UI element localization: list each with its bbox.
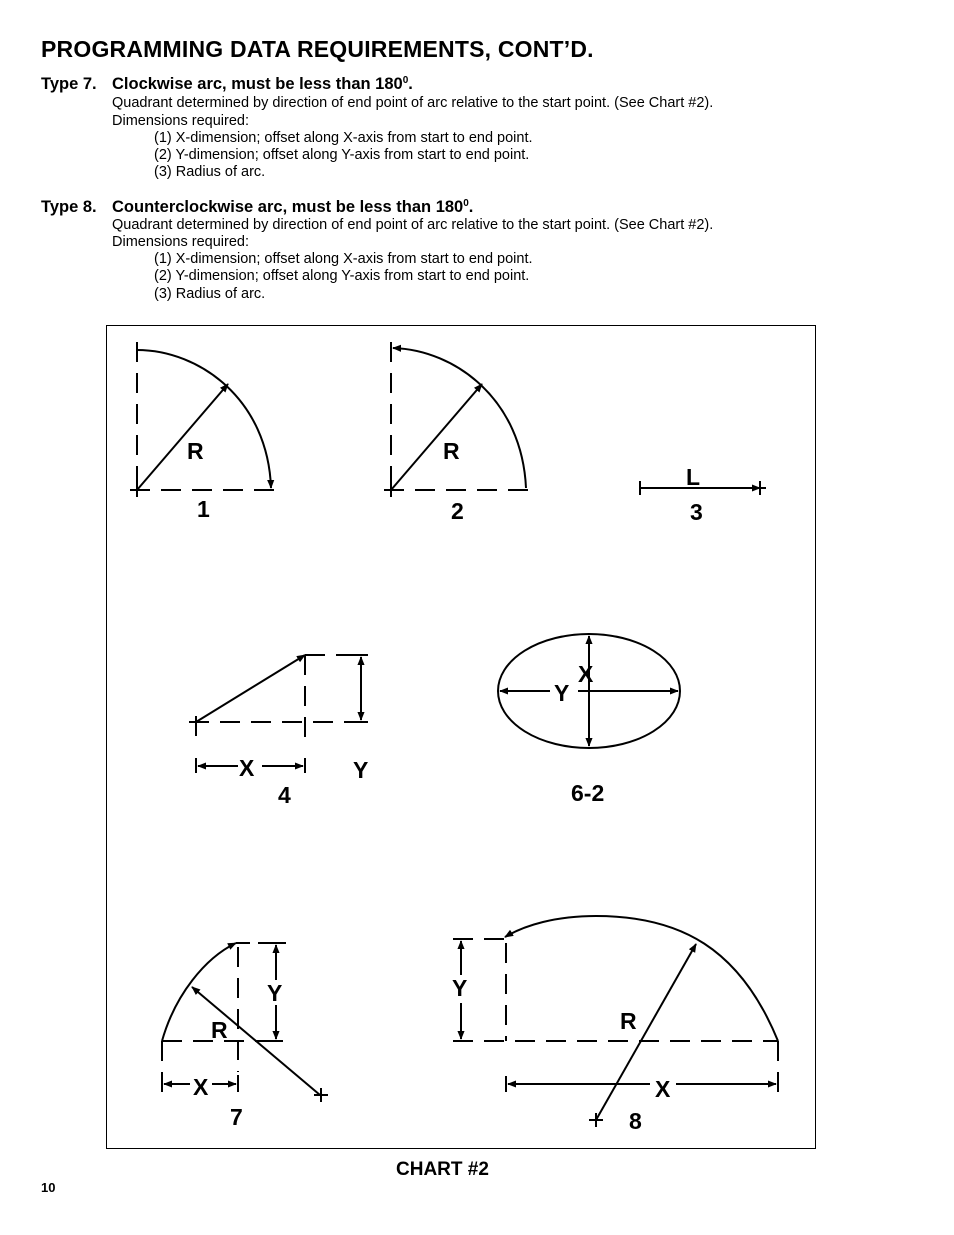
- diagram-8-r-label: R: [620, 1008, 637, 1034]
- diagram-6-2: [498, 634, 680, 748]
- diagram-2-r-label: R: [443, 438, 460, 464]
- diagram-8: [453, 916, 778, 1127]
- type-7-item: (2) Y-dimension; offset along Y-axis from start to end point.: [154, 147, 530, 163]
- diagram-8-number: 8: [629, 1108, 642, 1134]
- type-8-label: Type 8.: [41, 198, 97, 216]
- type-7-item: (3) Radius of arc.: [154, 164, 266, 180]
- type-8-period: .: [468, 198, 474, 216]
- page-title: PROGRAMMING DATA REQUIREMENTS, CONT’D.: [41, 36, 594, 62]
- chart-caption: CHART #2: [396, 1159, 489, 1180]
- diagram-6-2-number: 6-2: [571, 780, 605, 806]
- diagram-4: [189, 655, 370, 773]
- type-7-label: Type 7.: [41, 75, 97, 93]
- diagram-8-x-label: X: [655, 1076, 671, 1102]
- diagram-6-2-y-label: Y: [554, 680, 570, 706]
- type-7-period: .: [408, 75, 413, 93]
- diagram-4-x-label: X: [239, 755, 255, 781]
- type-8-title: Counterclockwise arc, must be less than 180: [112, 198, 464, 216]
- diagram-2-number: 2: [451, 498, 464, 524]
- diagram-2: [384, 342, 536, 497]
- type-7-title: Clockwise arc, must be less than 180: [112, 75, 403, 93]
- diagram-7: [162, 943, 328, 1102]
- diagram-1: [130, 342, 282, 497]
- type-8-item: (1) X-dimension; offset along X-axis from start to end point.: [154, 251, 533, 267]
- type-8-item: (2) Y-dimension; offset along Y-axis from start to end point.: [154, 268, 530, 284]
- type-8-dimensions-label: Dimensions required:: [112, 234, 250, 250]
- type-8-item: (3) Radius of arc.: [154, 286, 266, 302]
- type-7-degree: 0: [402, 75, 409, 86]
- diagram-3: [640, 481, 766, 495]
- page-number: 10: [41, 1180, 56, 1195]
- diagram-7-x-label: X: [193, 1074, 209, 1100]
- diagram-1-r-label: R: [187, 438, 204, 464]
- diagram-7-y-label: Y: [267, 980, 283, 1006]
- diagram-8-y-label: Y: [452, 975, 468, 1001]
- diagram-3-l-label: L: [686, 464, 701, 490]
- diagram-4-number: 4: [278, 782, 291, 808]
- type-7-dimensions-label: Dimensions required:: [112, 113, 250, 129]
- diagram-7-number: 7: [230, 1104, 243, 1130]
- type-7-item: (1) X-dimension; offset along X-axis from start to end point.: [154, 130, 533, 146]
- type-7-description: Quadrant determined by direction of end point of arc relative to the start point. (See Chart #2).: [112, 95, 714, 111]
- diagram-labels: [187, 438, 703, 1134]
- diagram-4-y-label: Y: [353, 757, 369, 783]
- diagram-3-number: 3: [690, 499, 703, 525]
- type-8-description: Quadrant determined by direction of end point of arc relative to the start point. (See Chart #2).: [112, 217, 714, 233]
- type-8-degree: 0: [463, 198, 469, 209]
- diagram-7-r-label: R: [211, 1017, 228, 1043]
- diagram-1-number: 1: [197, 496, 210, 522]
- diagram-6-2-x-label: X: [578, 661, 594, 687]
